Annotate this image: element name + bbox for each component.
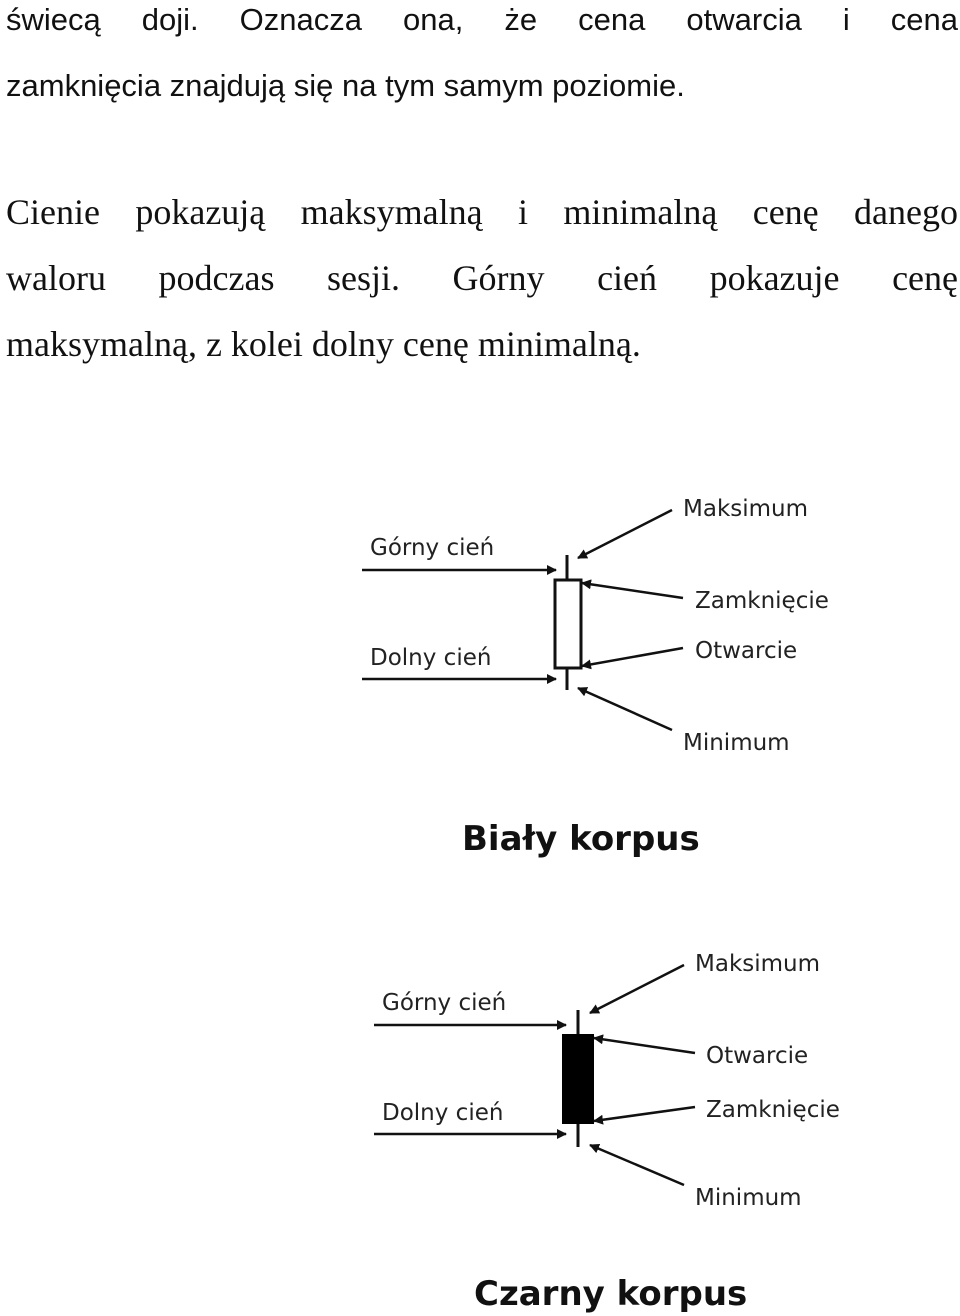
text-line: świecą doji. Oznacza ona, że cena otwarcia i cena	[6, 2, 958, 37]
label-lower-shadow: Dolny cień	[382, 1100, 504, 1126]
arrow-minimum	[590, 1145, 684, 1185]
text-line: waloru podczas sesji. Górny cień pokazuje cenę	[6, 258, 958, 298]
text-line: maksymalną, z kolei dolny cenę minimalną.	[6, 324, 641, 364]
label-close: Zamknięcie	[706, 1097, 840, 1123]
paragraph-doji	[6, 0, 958, 132]
arrow-maximum	[590, 965, 684, 1013]
candle-body-black	[563, 1035, 593, 1123]
label-lower-shadow: Dolny cień	[370, 645, 492, 671]
label-minimum: Minimum	[695, 1185, 802, 1211]
arrow-maximum	[578, 510, 672, 558]
black-candle-diagram	[0, 935, 960, 1316]
label-close: Zamknięcie	[695, 588, 829, 614]
label-open: Otwarcie	[695, 638, 798, 664]
caption-white-body: Biały korpus	[462, 819, 700, 859]
label-minimum: Minimum	[683, 730, 790, 756]
label-maximum: Maksimum	[695, 951, 821, 977]
paragraph-shadows	[6, 192, 958, 390]
white-candle-diagram	[0, 480, 960, 880]
caption-black-body: Czarny korpus	[474, 1274, 748, 1314]
arrow-open	[594, 1038, 695, 1053]
arrow-minimum	[578, 688, 672, 730]
arrow-close	[594, 1107, 695, 1121]
label-maximum: Maksimum	[683, 496, 809, 522]
label-upper-shadow: Górny cień	[382, 990, 507, 1016]
text-line: Cienie pokazują maksymalną i minimalną cenę danego	[6, 192, 958, 232]
label-upper-shadow: Górny cień	[370, 535, 495, 561]
arrow-close	[582, 583, 683, 598]
label-open: Otwarcie	[706, 1043, 809, 1069]
text-line: zamknięcia znajdują się na tym samym poziomie.	[6, 68, 685, 103]
arrow-open	[582, 648, 683, 666]
candle-body-white	[555, 580, 581, 668]
